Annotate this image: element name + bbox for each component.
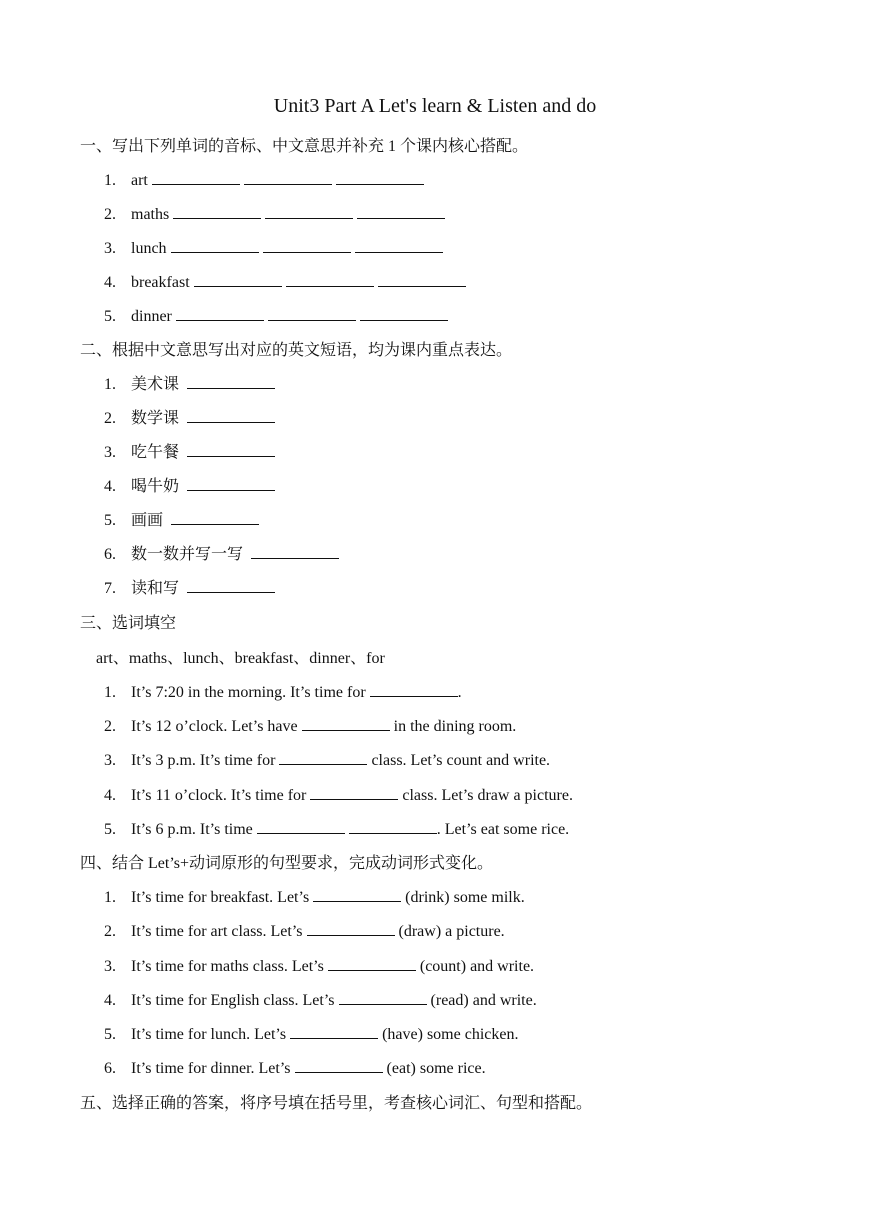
item-word: breakfast — [131, 274, 190, 291]
answer-blank[interactable] — [339, 1003, 427, 1005]
answer-blank[interactable] — [328, 969, 416, 971]
item-text-after: . — [457, 684, 462, 701]
list-item — [104, 442, 279, 464]
list-item — [104, 921, 505, 943]
item-text-after: in the dining room. — [389, 718, 517, 735]
item-text-after: (have) some chicken. — [378, 1026, 519, 1043]
item-number: 6. — [104, 1060, 116, 1077]
item-text-before: It’s time for breakfast. Let’s — [131, 889, 314, 906]
item-text-after: class. Let’s draw a picture. — [398, 787, 573, 804]
item-text-before: It’s time for maths class. Let’s — [131, 958, 328, 975]
item-text-after: (count) and write. — [415, 958, 535, 975]
list-item — [104, 306, 452, 328]
item-text-after: (read) and write. — [426, 992, 537, 1009]
item-word: dinner — [131, 308, 172, 325]
item-text: 数一数并写一写 — [131, 546, 244, 563]
item-text: 读和写 — [131, 580, 180, 597]
section-4-heading: 四、结合 Let’s+动词原形的句型要求，完成动词形式变化。 — [80, 855, 494, 872]
item-word: lunch — [131, 240, 167, 257]
word-bank: art、maths、lunch、breakfast、dinner、for — [96, 650, 385, 667]
answer-blank[interactable] — [187, 455, 275, 457]
list-item — [104, 238, 447, 260]
item-text-after: (eat) some rice. — [382, 1060, 486, 1077]
item-number: 3. — [104, 240, 116, 257]
answer-blank[interactable] — [370, 695, 458, 697]
answer-blank[interactable] — [349, 832, 437, 834]
answer-blank[interactable] — [173, 217, 261, 219]
item-text: 数学课 — [131, 410, 180, 427]
list-item — [104, 578, 279, 600]
list-item — [104, 887, 525, 909]
answer-blank[interactable] — [244, 183, 332, 185]
list-item — [104, 374, 279, 396]
answer-blank[interactable] — [263, 251, 351, 253]
answer-blank[interactable] — [357, 217, 445, 219]
item-number: 3. — [104, 958, 116, 975]
item-word: art — [131, 172, 148, 189]
item-text-before: It’s time for English class. Let’s — [131, 992, 339, 1009]
item-text-after: class. Let’s count and write. — [367, 752, 551, 769]
answer-blank[interactable] — [187, 489, 275, 491]
answer-blank[interactable] — [265, 217, 353, 219]
list-item — [104, 544, 343, 566]
list-item — [104, 170, 428, 192]
answer-blank[interactable] — [355, 251, 443, 253]
item-text-before: It’s 3 p.m. It’s time for — [131, 752, 280, 769]
section-3-heading: 三、选词填空 — [80, 615, 177, 632]
item-text: 喝牛奶 — [131, 478, 180, 495]
answer-blank[interactable] — [310, 798, 398, 800]
section-1-heading: 一、写出下列单词的音标、中文意思并补充 1 个课内核心搭配。 — [80, 138, 529, 155]
list-item — [104, 750, 550, 772]
answer-blank[interactable] — [360, 319, 448, 321]
answer-blank[interactable] — [290, 1037, 378, 1039]
item-number: 6. — [104, 546, 116, 563]
item-number: 3. — [104, 444, 116, 461]
answer-blank[interactable] — [187, 591, 275, 593]
answer-blank[interactable] — [194, 285, 282, 287]
item-number: 7. — [104, 580, 116, 597]
answer-blank[interactable] — [378, 285, 466, 287]
item-number: 1. — [104, 684, 116, 701]
list-item — [104, 204, 449, 226]
item-word: maths — [131, 206, 170, 223]
answer-blank[interactable] — [286, 285, 374, 287]
answer-blank[interactable] — [313, 900, 401, 902]
answer-blank[interactable] — [176, 319, 264, 321]
item-number: 4. — [104, 787, 116, 804]
item-number: 1. — [104, 172, 116, 189]
list-item — [104, 819, 569, 841]
list-item — [104, 956, 534, 978]
item-number: 5. — [104, 1026, 116, 1043]
answer-blank[interactable] — [251, 557, 339, 559]
item-number: 4. — [104, 478, 116, 495]
item-number: 3. — [104, 752, 116, 769]
answer-blank[interactable] — [171, 251, 259, 253]
section-2-heading: 二、根据中文意思写出对应的英文短语，均为课内重点表达。 — [80, 342, 513, 359]
answer-blank[interactable] — [307, 934, 395, 936]
answer-blank[interactable] — [171, 523, 259, 525]
answer-blank[interactable] — [268, 319, 356, 321]
item-number: 2. — [104, 410, 116, 427]
item-text-before: It’s 11 o’clock. It’s time for — [131, 787, 311, 804]
item-text-before: It’s time for dinner. Let’s — [131, 1060, 295, 1077]
section-5-heading: 五、选择正确的答案，将序号填在括号里，考查核心词汇、句型和搭配。 — [80, 1095, 593, 1112]
worksheet-title: Unit3 Part A Let's learn & Listen and do — [273, 95, 597, 117]
item-number: 1. — [104, 889, 116, 906]
answer-blank[interactable] — [336, 183, 424, 185]
item-number: 2. — [104, 206, 116, 223]
list-item — [104, 272, 470, 294]
list-item — [104, 716, 516, 738]
item-number: 5. — [104, 512, 116, 529]
item-number: 2. — [104, 718, 116, 735]
item-text: 吃午餐 — [131, 444, 180, 461]
item-text-before: It’s 7:20 in the morning. It’s time for — [131, 684, 370, 701]
item-text-before: It’s time for art class. Let’s — [131, 923, 307, 940]
answer-blank[interactable] — [279, 763, 367, 765]
item-text-after: . Let’s eat some rice. — [436, 821, 570, 838]
list-item — [104, 1058, 486, 1080]
answer-blank[interactable] — [152, 183, 240, 185]
item-text-before: It’s 6 p.m. It’s time — [131, 821, 257, 838]
list-item — [104, 682, 462, 704]
item-text-before: It’s 12 o’clock. Let’s have — [131, 718, 302, 735]
answer-blank[interactable] — [187, 387, 275, 389]
list-item — [104, 408, 279, 430]
item-text-after: (draw) a picture. — [394, 923, 505, 940]
item-text-after: (drink) some milk. — [401, 889, 525, 906]
item-number: 4. — [104, 992, 116, 1009]
list-item — [104, 476, 279, 498]
item-number: 4. — [104, 274, 116, 291]
list-item — [104, 990, 537, 1012]
item-text: 美术课 — [131, 376, 180, 393]
answer-blank[interactable] — [187, 421, 275, 423]
answer-blank[interactable] — [302, 729, 390, 731]
item-number: 5. — [104, 308, 116, 325]
item-text-before: It’s time for lunch. Let’s — [131, 1026, 291, 1043]
list-item — [104, 510, 263, 532]
item-text: 画画 — [131, 512, 164, 529]
answer-blank[interactable] — [295, 1071, 383, 1073]
item-number: 5. — [104, 821, 116, 838]
item-number: 2. — [104, 923, 116, 940]
list-item — [104, 785, 573, 807]
list-item — [104, 1024, 518, 1046]
item-number: 1. — [104, 376, 116, 393]
answer-blank[interactable] — [257, 832, 345, 834]
